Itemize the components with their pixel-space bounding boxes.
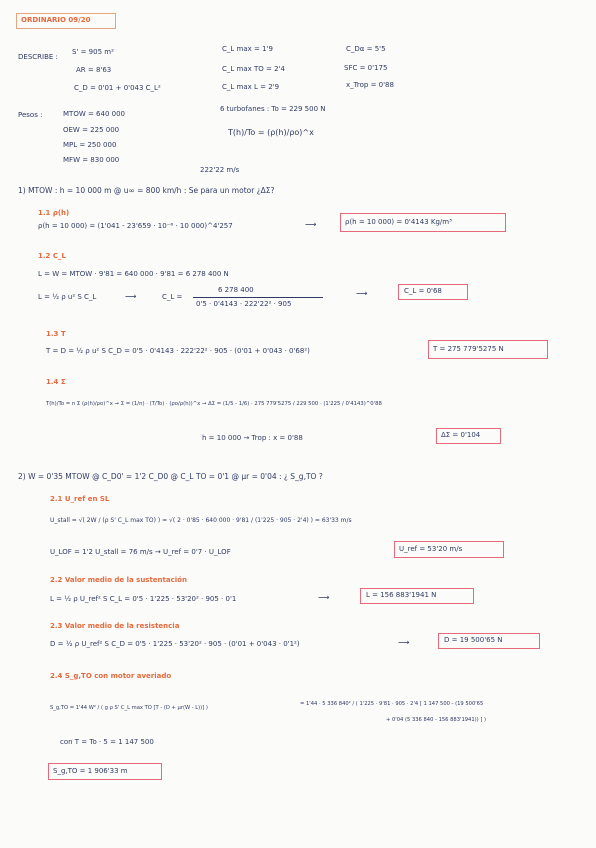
q1-s12-c: C_L = xyxy=(162,293,183,301)
q2-s24-rhs1: = 1'44 · 5 336 840² / ( 1'225 · 9'81 · 905 · 2'4 [ 1 147 500 - (19 500'65 xyxy=(300,701,484,707)
pesos-mfw: MFW = 830 000 xyxy=(63,156,120,164)
datos-line-3: C_D = 0'01 + 0'043 C_L² xyxy=(74,84,161,92)
q1-s14-eq2: h = 10 000 → Trop : x = 0'88 xyxy=(202,434,303,442)
datos-line-8: SFC = 0'175 xyxy=(344,64,388,72)
arrow-icon: ⟶ xyxy=(125,292,137,301)
q2-s21-result: U_ref = 53'20 m/s xyxy=(399,545,463,553)
q2-statement: 2) W = 0'35 MTOW @ C_D0' = 1'2 C_D0 @ C_L TO = 0'1 @ μr = 0'04 : ¿ S_g,TO ? xyxy=(18,472,323,481)
q1-s14-result: ΔΣ = 0'104 xyxy=(441,431,481,439)
arrow-icon: ⟶ xyxy=(356,289,368,298)
datos-line-7: C_Dα = 5'5 xyxy=(346,45,386,53)
datos-line-2: AR = 8'63 xyxy=(76,66,112,74)
q1-s12-eq1: L = W = MTOW · 9'81 = 640 000 · 9'81 = 6 278 400 N xyxy=(38,270,229,278)
q1-s12-frac-den: 0'5 · 0'4143 · 222'22² · 905 xyxy=(196,300,292,308)
datos-line-9: x_Trop = 0'88 xyxy=(346,81,394,89)
datos-line-6: C_L max L = 2'9 xyxy=(222,83,280,91)
q1-s13-heading: 1.3 T xyxy=(46,330,66,338)
datos-line-4: C_L max = 1'9 xyxy=(222,45,273,53)
pesos-label: Pesos : xyxy=(18,111,43,119)
q1-s14-eq1: T(h)/To = n Σ (ρ(h)/ρo)^x → Σ = (1/n) · (T/To) · (ρo/ρ(h))^x → ΔΣ = (1/5 - 1/6) · 275 779'5275 / 229 500 · (1'225 / 0'4143)^0'88 xyxy=(46,401,382,407)
arrow-icon: ⟶ xyxy=(318,593,330,602)
q2-s24-result: S_g,TO = 1 906'33 m xyxy=(53,767,128,775)
q1-s13-result: T = 275 779'5275 N xyxy=(433,345,504,353)
q1-s11-equation: ρ(h = 10 000) = (1'041 - 23'659 · 10⁻⁶ · 10 000)^4'257 xyxy=(38,222,233,230)
q2-s21-heading: 2.1 U_ref en SL xyxy=(50,495,110,503)
pesos-mtow: MTOW = 640 000 xyxy=(63,110,126,118)
q2-s23-heading: 2.3 Valor medio de la resistencia xyxy=(50,622,180,630)
arrow-icon: ⟶ xyxy=(398,638,410,647)
datos-line-5: C_L max TO = 2'4 xyxy=(222,65,285,73)
q2-s22-equation: L = ½ ρ U_ref² S C_L = 0'5 · 1'225 · 53'20² · 905 · 0'1 xyxy=(50,595,237,603)
q1-statement: 1) MTOW : h = 10 000 m @ u∞ = 800 km/h : Se para un motor ¿ΔΣ? xyxy=(18,186,275,195)
q1-speed-note: 222'22 m/s xyxy=(200,166,240,174)
q2-s22-heading: 2.2 Valor medio de la sustentación xyxy=(50,576,187,584)
q1-s12-frac-num: 6 278 400 xyxy=(218,286,254,294)
q2-s24-con: con T = To · 5 = 1 147 500 xyxy=(60,738,154,746)
arrow-icon: ⟶ xyxy=(305,220,317,229)
turbofanes: 6 turbofanes : To = 229 500 N xyxy=(220,105,326,113)
datos-line-1: S' = 905 m² xyxy=(72,48,114,56)
q2-s21-eq2: U_LOF = 1'2 U_stall = 76 m/s → U_ref = 0'7 · U_LOF xyxy=(50,548,231,556)
q2-s22-result: L = 156 883'1941 N xyxy=(366,591,437,599)
thrust-ratio: T(h)/To = (ρ(h)/ρo)^x xyxy=(228,128,314,137)
q2-s24-heading: 2.4 S_g,TO con motor averiado xyxy=(50,672,172,680)
q1-s14-heading: 1.4 Σ xyxy=(46,378,66,386)
pesos-oew: OEW = 225 000 xyxy=(63,126,120,134)
q1-s13-equation: T = D = ½ ρ u² S C_D = 0'5 · 0'4143 · 222'22² · 905 · (0'01 + 0'043 · 0'68²) xyxy=(46,347,310,355)
q1-s11-heading: 1.1 ρ(h) xyxy=(38,209,70,217)
q1-s12-result: C_L = 0'68 xyxy=(404,287,442,295)
q2-s23-equation: D = ½ ρ U_ref² S C_D = 0'5 · 1'225 · 53'20² · 905 · (0'01 + 0'043 · 0'1²) xyxy=(50,640,300,648)
q1-s12-heading: 1.2 C_L xyxy=(38,252,66,260)
page-title: ORDINARIO 09/20 xyxy=(21,16,91,24)
datos-label: DESCRIBE : xyxy=(18,53,58,61)
q2-s24-lhs: S_g,TO = 1'44 W² / ( g ρ S' C_L max TO [T - (D + μr(W - L))] ) xyxy=(50,705,208,711)
q2-s21-equation: U_stall = √( 2W / (ρ S' C_L max TO) ) = √( 2 · 0'85 · 640 000 · 9'81 / (1'225 · 905 · 2'4) ) = 63'33 m/s xyxy=(50,517,352,524)
fraction-bar xyxy=(193,297,323,298)
q1-s11-result: ρ(h = 10 000) = 0'4143 Kg/m³ xyxy=(345,218,452,226)
q2-s23-result: D = 19 500'65 N xyxy=(444,636,503,644)
q1-s12-eq2: L = ½ ρ u² S C_L xyxy=(38,293,97,301)
q2-s24-rhs2: + 0'04 (5 336 840 - 156 883'1941)) ] ) xyxy=(386,717,487,723)
pesos-mpl: MPL = 250 000 xyxy=(63,141,117,149)
